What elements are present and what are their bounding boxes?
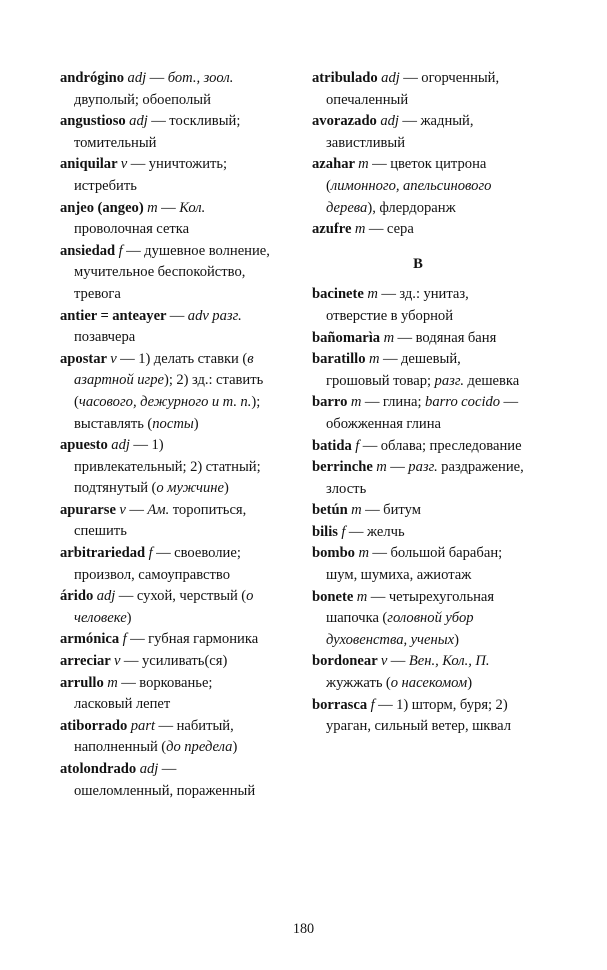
entry-italic: Вен., Кол., П. <box>408 653 490 670</box>
entry-text: ); 2) зд.: ставить ( <box>74 372 264 410</box>
right-column-entries-bottom <box>312 284 524 737</box>
dictionary-entry <box>312 543 524 586</box>
entry-text: — желчь <box>345 523 405 540</box>
entry-text: — воркованье; ласковый лепет <box>74 674 213 713</box>
entry-italic: adj <box>381 70 400 86</box>
entry-headword: baratillo <box>312 351 369 368</box>
entry-italic: посты <box>152 415 194 432</box>
entry-text: — обожженная глина <box>326 394 519 432</box>
entry-italic: часового, дежурного и т. п. <box>78 393 252 410</box>
entry-italic: m <box>383 329 395 346</box>
dictionary-entry <box>60 241 272 306</box>
entry-text: — губная гармоника <box>126 631 259 648</box>
dictionary-entry <box>60 586 272 629</box>
entry-italic: о человеке <box>74 588 254 626</box>
dictionary-entry <box>60 111 272 154</box>
entry-headword: armónica <box>60 631 123 648</box>
entry-text: ) <box>454 631 459 648</box>
dictionary-entry <box>312 436 524 458</box>
entry-text: ) <box>193 415 199 432</box>
entry-text: позавчера <box>74 329 136 346</box>
dictionary-entry <box>60 716 272 759</box>
entry-text: ), флердоранж <box>367 199 456 216</box>
dictionary-entry <box>60 500 272 543</box>
entry-italic: Ам. <box>147 501 170 518</box>
entry-headword: berrinche <box>312 459 377 476</box>
entry-headword: angustioso <box>60 113 130 130</box>
dictionary-entry <box>60 349 272 435</box>
entry-text: ); выставлять ( <box>74 393 261 432</box>
entry-text: — ошеломленный, пораженный <box>74 761 256 799</box>
entry-italic: лимонного, апельсинового дерева <box>326 177 492 216</box>
entry-italic: разг. <box>434 372 464 389</box>
entry-text: дешевка <box>463 372 520 389</box>
entry-text: проволочная сетка <box>74 221 190 238</box>
entry-italic: adj <box>129 113 148 130</box>
entry-text: ) <box>223 480 229 497</box>
entry-italic: m <box>354 221 366 238</box>
entry-text: — своеволие; произвол, самоуправство <box>74 545 241 583</box>
entry-text: — дешевый, грошовый товар; <box>326 351 461 389</box>
entry-text: — <box>146 70 168 86</box>
entry-text: — душевное волнение, мучительное беспокойство, тревога <box>74 242 270 302</box>
entry-italic: Кол. <box>179 199 206 216</box>
entry-italic: о насекомом <box>390 675 468 692</box>
entry-text: — тоскливый; томительный <box>74 113 241 151</box>
entry-headword: anjeo (angeo) <box>60 199 148 216</box>
entry-text: — <box>169 307 188 324</box>
section-letter-heading: B <box>413 255 423 272</box>
entry-italic: бот., зоол. <box>167 70 234 86</box>
entry-italic: m <box>356 588 368 605</box>
entry-headword: batida <box>312 437 356 454</box>
dictionary-entry <box>60 435 272 500</box>
entry-headword: arrullo <box>60 674 108 691</box>
entry-headword: bordonear <box>312 653 381 670</box>
entry-text: торопиться, спешить <box>74 501 247 540</box>
entry-headword: apurarse <box>60 501 120 518</box>
entry-italic: v <box>380 653 388 670</box>
entry-italic: m <box>376 459 387 476</box>
right-column-entries-top <box>312 68 524 241</box>
page-columns <box>60 68 547 802</box>
entry-text: — <box>125 501 148 518</box>
entry-italic: в азартной игре <box>74 350 254 389</box>
entry-italic: m <box>350 394 362 411</box>
left-column <box>60 68 272 802</box>
entry-italic: adj <box>111 437 130 454</box>
entry-italic: f <box>341 523 346 540</box>
dictionary-entry <box>312 219 524 241</box>
entry-italic: v <box>120 156 128 173</box>
entry-text: — сухой, черствый ( <box>115 588 247 605</box>
entry-italic: adj <box>139 761 159 777</box>
entry-text: — 1) делать ставки ( <box>116 350 248 367</box>
entry-text: — уничтожить; истребить <box>74 156 228 194</box>
dictionary-entry <box>60 629 272 651</box>
entry-headword: atiborrado <box>60 717 131 734</box>
entry-italic: v <box>110 350 117 367</box>
entry-italic: m <box>107 674 118 691</box>
entry-italic: adv разг. <box>187 307 242 324</box>
entry-italic: f <box>118 242 123 259</box>
entry-text: ) <box>126 609 132 626</box>
dictionary-entry <box>60 154 272 197</box>
entry-headword: bacinete <box>312 286 368 303</box>
entry-text: — облава; преследование <box>359 437 522 454</box>
dictionary-entry <box>60 198 272 241</box>
entry-text: — четырехугольная шапочка ( <box>326 588 495 627</box>
entry-headword: atolondrado <box>60 761 140 777</box>
entry-italic: f <box>148 545 153 562</box>
entry-italic: m <box>358 545 369 562</box>
left-column-entries <box>60 68 272 802</box>
dictionary-entry <box>312 154 524 219</box>
entry-text: — огорченный, опечаленный <box>326 70 500 108</box>
entry-italic: m <box>367 286 378 303</box>
entry-italic: m <box>147 199 158 216</box>
entry-headword: bonete <box>312 588 357 605</box>
entry-headword: bilis <box>312 523 342 540</box>
entry-headword: antier = anteayer <box>60 307 170 324</box>
entry-text: — жадный, завистливый <box>326 113 474 151</box>
entry-italic: m <box>351 502 362 519</box>
entry-headword: avorazado <box>312 113 381 130</box>
entry-italic: m <box>368 351 380 368</box>
entry-text: — сера <box>365 221 414 238</box>
entry-text: — усиливать(ся) <box>120 653 228 670</box>
entry-headword: ansiedad <box>60 242 119 259</box>
entry-italic: головной убор духовенства, ученых <box>326 610 474 648</box>
entry-italic: о мужчине <box>156 480 224 497</box>
entry-headword: betún <box>312 502 352 519</box>
dictionary-entry <box>60 543 272 586</box>
dictionary-entry <box>312 284 524 327</box>
entry-headword: aniquilar <box>60 156 121 173</box>
entry-italic: adj <box>127 70 147 86</box>
entry-text: — водяная баня <box>394 329 497 346</box>
entry-text: жужжать ( <box>326 675 391 692</box>
entry-headword: azahar <box>312 156 359 173</box>
entry-text: двуполый; обоеполый <box>74 91 211 108</box>
entry-italic: m <box>358 156 369 173</box>
dictionary-entry <box>60 68 272 111</box>
entry-text: — большой барабан; шум, шумиха, ажиотаж <box>326 545 503 584</box>
dictionary-entry <box>60 673 272 716</box>
dictionary-entry <box>312 457 524 500</box>
entry-text: ) <box>232 739 238 756</box>
entry-italic: part <box>130 717 156 734</box>
entry-text: — <box>387 653 409 670</box>
entry-headword: barro <box>312 394 351 411</box>
entry-headword: bombo <box>312 545 359 562</box>
entry-italic: f <box>122 631 127 648</box>
dictionary-entry <box>312 587 524 652</box>
entry-text: — битум <box>361 502 421 519</box>
dictionary-entry <box>312 349 524 392</box>
dictionary-entry <box>60 759 272 802</box>
entry-italic: adj <box>380 113 399 130</box>
entry-headword: bañomarìa <box>312 329 384 346</box>
entry-text: — глина; <box>361 394 426 411</box>
entry-headword: apostar <box>60 350 111 367</box>
entry-text: раздражение, злость <box>326 459 524 497</box>
entry-text: — 1) привлекательный; 2) статный; подтянутый ( <box>74 437 261 497</box>
right-column <box>312 68 524 738</box>
entry-text: — <box>386 459 409 476</box>
dictionary-entry <box>312 500 524 522</box>
page-number: 180 <box>292 921 315 937</box>
entry-italic: v <box>113 653 121 670</box>
dictionary-entry <box>312 111 524 154</box>
entry-headword: arreciar <box>60 653 114 670</box>
entry-text: ) <box>467 675 473 692</box>
entry-text: — <box>157 199 180 216</box>
dictionary-entry <box>312 695 524 738</box>
entry-text: — зд.: унитаз, отверстие в уборной <box>326 286 469 324</box>
entry-headword: apuesto <box>60 437 112 454</box>
entry-italic: barro cocido <box>425 394 501 411</box>
entry-headword: atribulado <box>312 70 382 86</box>
dictionary-entry <box>60 651 272 673</box>
dictionary-entry <box>312 522 524 544</box>
entry-italic: f <box>355 437 360 454</box>
entry-headword: borrasca <box>312 696 371 713</box>
entry-italic: v <box>119 501 126 518</box>
dictionary-entry <box>312 651 524 694</box>
dictionary-entry <box>312 68 524 111</box>
entry-headword: azufre <box>312 221 355 238</box>
entry-italic: разг. <box>408 459 438 476</box>
entry-text: — набитый, наполненный ( <box>74 717 234 756</box>
entry-headword: árido <box>60 588 97 605</box>
entry-text: — 1) шторм, буря; 2) ураган, сильный ветер, шквал <box>326 696 511 735</box>
entry-italic: f <box>370 696 375 713</box>
entry-text: — цветок цитрона ( <box>326 156 487 194</box>
dictionary-entry <box>60 306 272 349</box>
entry-italic: до предела <box>166 739 233 756</box>
dictionary-entry <box>312 328 524 350</box>
entry-headword: andrógino <box>60 70 128 86</box>
dictionary-entry <box>312 392 524 435</box>
entry-headword: arbitrariedad <box>60 545 149 562</box>
entry-italic: adj <box>96 588 116 605</box>
